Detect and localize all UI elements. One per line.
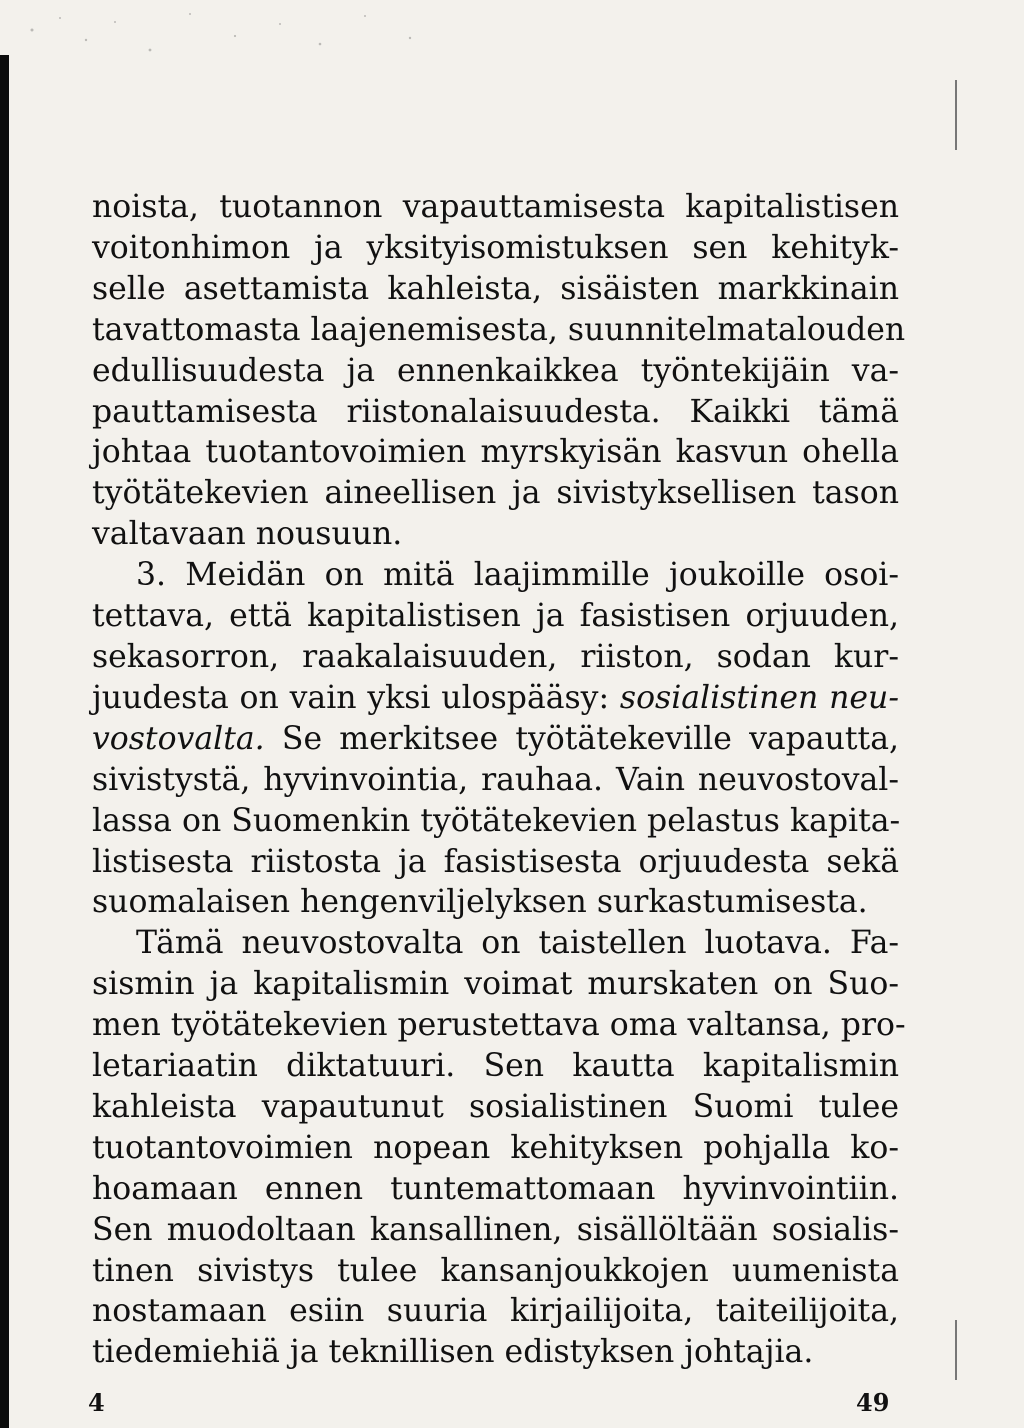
text-line: letariaatin diktatuuri. Sen kautta kapitalismin xyxy=(92,1048,899,1085)
scan-artifact xyxy=(955,80,957,150)
text-line: kahleista vapautunut sosialistinen Suomi tulee xyxy=(92,1088,899,1125)
text-line: edullisuudesta ja ennenkaikkea työntekijäin va- xyxy=(92,352,899,389)
text-line: sismin ja kapitalismin voimat murskaten on Suo- xyxy=(92,966,899,1003)
text-line: tinen sivistys tulee kansanjoukkojen uumenista xyxy=(92,1252,899,1289)
text-line: tettava, että kapitalistisen ja fasistisen orjuuden, xyxy=(92,598,899,635)
text-run: Se merkitsee työtätekeville vapautta, xyxy=(264,720,899,757)
page-body-text xyxy=(92,187,906,1373)
text-line: tuotantovoimien nopean kehityksen pohjalla ko- xyxy=(92,1129,899,1166)
text-line xyxy=(92,719,899,760)
text-run: juudesta on vain yksi ulospääsy: xyxy=(92,679,620,716)
paragraph-3-start: 3. Meidän on mitä laajimmille joukoille osoi- xyxy=(136,557,899,594)
signature-mark: 4 xyxy=(88,1388,105,1417)
page-binding-edge xyxy=(0,55,9,1428)
text-line: tavattomasta laajenemisesta, suunnitelmatalouden xyxy=(92,311,906,348)
text-line: noista, tuotannon vapauttamisesta kapitalistisen xyxy=(92,189,899,225)
text-line: sivistystä, hyvinvointia, rauhaa. Vain neuvostoval- xyxy=(92,761,899,798)
text-line: tiedemiehiä ja teknillisen edistyksen johtajia. xyxy=(92,1334,814,1371)
text-line: selle asettamista kahleista, sisäisten markkinain xyxy=(92,270,899,307)
emphasis-text: sosialistinen neu- xyxy=(619,679,899,716)
text-line xyxy=(92,678,899,719)
text-line: pauttamisesta riistonalaisuudesta. Kaikki tämä xyxy=(92,393,899,430)
text-line: listisesta riistosta ja fasistisesta orjuudesta sekä xyxy=(92,843,899,880)
text-line: sekasorron, raakalaisuuden, riiston, sodan kur- xyxy=(92,638,899,675)
scan-noise xyxy=(20,0,440,70)
text-line: johtaa tuotantovoimien myrskyisän kasvun ohella xyxy=(92,434,899,471)
text-line: nostamaan esiin suuria kirjailijoita, taiteilijoita, xyxy=(92,1293,899,1330)
text-line: voitonhimon ja yksityisomistuksen sen kehityk- xyxy=(92,229,899,266)
text-line: Sen muodoltaan kansallinen, sisällöltään sosialis- xyxy=(92,1211,899,1248)
text-line: men työtätekevien perustettava oma valtansa, pro- xyxy=(92,1007,906,1044)
text-line: valtavaan nousuun. xyxy=(92,516,403,553)
text-line: lassa on Suomenkin työtätekevien pelastus kapita- xyxy=(92,802,901,839)
paragraph-4-start: Tämä neuvostovalta on taistellen luotava. Fa- xyxy=(136,925,899,962)
scan-artifact xyxy=(955,1320,957,1380)
page-number: 49 xyxy=(856,1388,890,1417)
text-line: suomalaisen hengenviljelyksen surkastumisesta. xyxy=(92,884,868,921)
text-line: hoamaan ennen tuntemattomaan hyvinvointiin. xyxy=(92,1170,899,1207)
emphasis-text: vostovalta. xyxy=(92,720,265,757)
text-line: työtätekevien aineellisen ja sivistyksellisen tason xyxy=(92,475,899,512)
